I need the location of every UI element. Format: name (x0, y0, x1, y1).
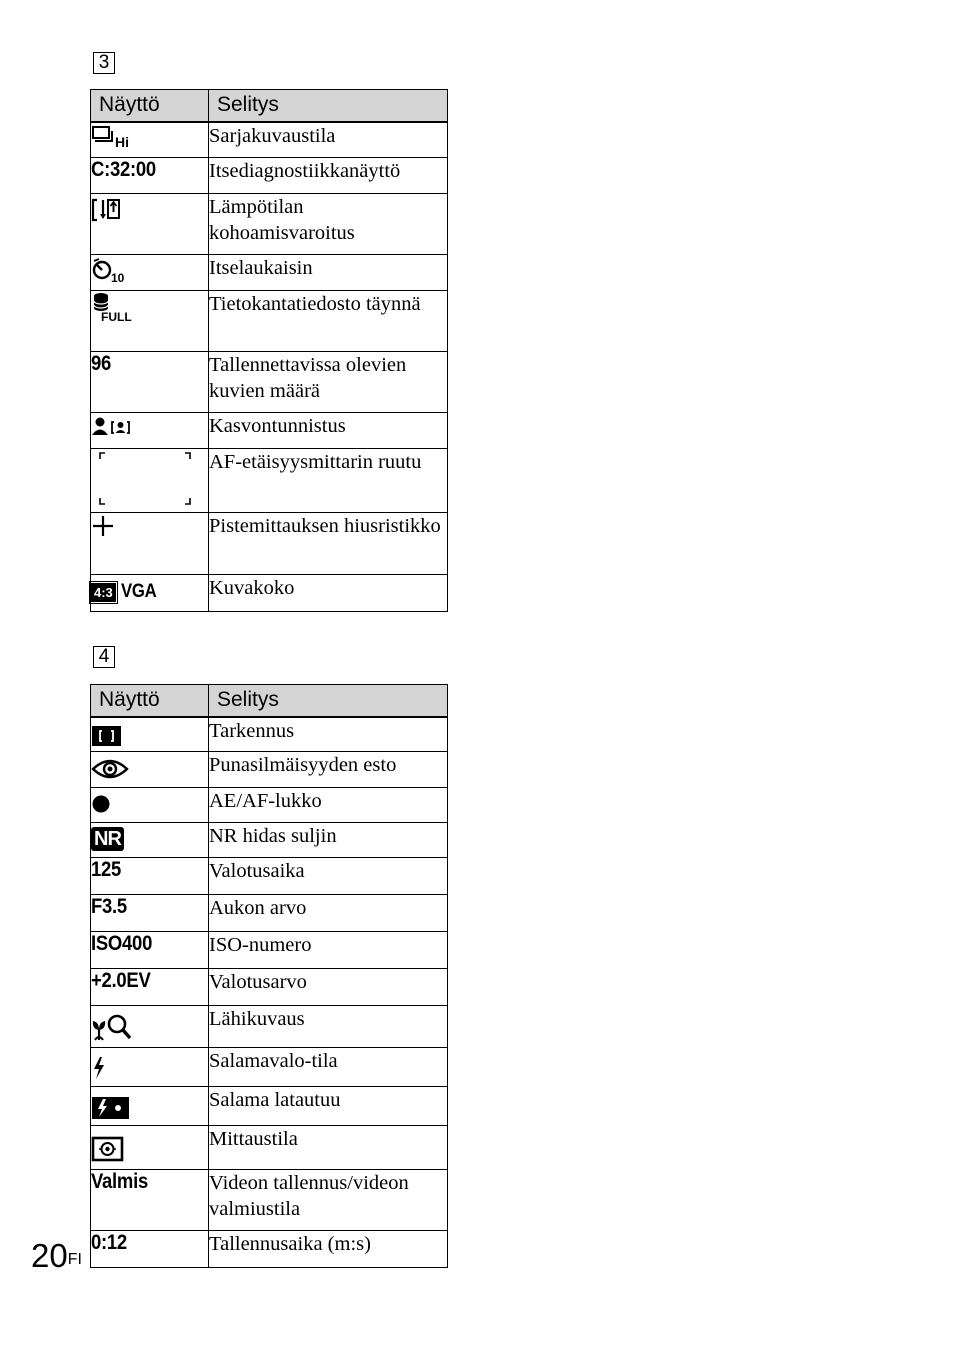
header-description: Selitys (209, 90, 448, 122)
row-description: Punasilmäisyyden esto (209, 752, 448, 788)
row-description: Valotusarvo (209, 969, 448, 1006)
row-description: Tietokantatiedosto täynnä (209, 291, 448, 352)
table-row (91, 352, 448, 413)
row-display-value: +2.0EV (91, 969, 151, 992)
row-description: Lämpötilan kohoamisvaroitus (209, 194, 448, 255)
row-description: Lähikuvaus (209, 1006, 448, 1048)
section-3-badge: 3 (93, 52, 115, 74)
table-row (91, 158, 448, 194)
temperature-warning-icon (91, 194, 208, 224)
row-description: Mittaustila (209, 1126, 448, 1170)
af-range-finder-frame-icon (98, 451, 208, 507)
row-description: Aukon arvo (209, 895, 448, 932)
table-row (91, 752, 448, 788)
nr-slow-shutter-icon (91, 828, 124, 850)
row-description: Tarkennus (209, 717, 448, 752)
nr-badge: NR (91, 827, 124, 851)
row-description: Tallennettavissa olevien kuvien määrä (209, 352, 448, 413)
row-description: Salamavalo-tila (209, 1048, 448, 1087)
table-row (91, 575, 448, 612)
table-header-row (91, 685, 448, 717)
self-timer-10-icon (91, 255, 208, 285)
database-full-icon (91, 291, 208, 323)
row-description: ISO-numero (209, 932, 448, 969)
row-description: NR hidas suljin (209, 823, 448, 858)
header-display: Näyttö (91, 90, 209, 122)
table-row (91, 823, 448, 858)
red-eye-reduction-icon (91, 757, 208, 781)
row-description: AF-etäisyysmittarin ruutu (209, 449, 448, 513)
page-number-value: 20 (31, 1237, 68, 1274)
header-description: Selitys (209, 685, 448, 717)
row-description: Pistemittauksen hiusristikko (209, 513, 448, 575)
table-row (91, 858, 448, 895)
metering-mode-icon (91, 1136, 208, 1162)
svg-text:10: 10 (111, 271, 125, 285)
table-row (91, 513, 448, 575)
table-row (91, 1126, 448, 1170)
svg-text:FULL: FULL (101, 310, 132, 323)
table-row (91, 1087, 448, 1126)
row-display-value: ISO400 (91, 932, 153, 955)
flash-charging-icon (91, 1096, 208, 1120)
table-row (91, 788, 448, 823)
burst-hi-icon (91, 123, 208, 151)
table-row (91, 932, 448, 969)
row-description: Kasvontunnistus (209, 413, 448, 449)
flash-mode-icon (91, 1056, 208, 1080)
row-display-value: 0:12 (91, 1231, 127, 1254)
row-description: Itselaukaisin (209, 255, 448, 291)
table-row (91, 194, 448, 255)
svg-text:Hi: Hi (115, 133, 129, 150)
display-table-section-4 (90, 684, 448, 1268)
page-language-code: FI (67, 1251, 82, 1268)
table-row (91, 122, 448, 158)
table-row (91, 449, 448, 513)
row-description: Tallennusaika (m:s) (209, 1231, 448, 1268)
section-4-badge: 4 (93, 646, 115, 668)
table-row (91, 1048, 448, 1087)
row-display-value: F3.5 (91, 895, 127, 918)
row-display-value: C:32:00 (91, 158, 156, 181)
macro-zoom-icon (91, 1012, 208, 1044)
row-description: Kuvakoko (209, 575, 448, 612)
table-row (91, 1231, 448, 1268)
display-table-section-3 (90, 89, 448, 612)
table-row (91, 255, 448, 291)
table-header-row (91, 90, 448, 122)
row-description: Videon tallennus/videon valmiustila (209, 1170, 448, 1231)
table-row (91, 717, 448, 752)
row-description: Valotusaika (209, 858, 448, 895)
focus-icon (91, 725, 208, 747)
image-size-icon (91, 581, 208, 603)
row-description: Salama latautuu (209, 1087, 448, 1126)
row-display-value: 125 (91, 858, 122, 881)
row-display-value: 96 (91, 352, 112, 375)
image-size-value: VGA (120, 581, 157, 602)
header-display: Näyttö (91, 685, 209, 717)
row-description: Itsediagnostiikkanäyttö (209, 158, 448, 194)
row-description: AE/AF-lukko (209, 788, 448, 823)
table-row (91, 1006, 448, 1048)
page-number (31, 1236, 82, 1276)
table-row (91, 291, 448, 352)
table-row (91, 969, 448, 1006)
face-detection-icon (91, 413, 208, 441)
row-description: Sarjakuvaustila (209, 122, 448, 158)
spot-metering-cross-hair-icon (91, 513, 208, 539)
row-display-value: Valmis (91, 1170, 148, 1193)
aspect-ratio-badge: 4:3 (91, 583, 116, 602)
table-row (91, 413, 448, 449)
table-row (91, 895, 448, 932)
ae-af-lock-icon (91, 794, 208, 816)
table-row (91, 1170, 448, 1231)
